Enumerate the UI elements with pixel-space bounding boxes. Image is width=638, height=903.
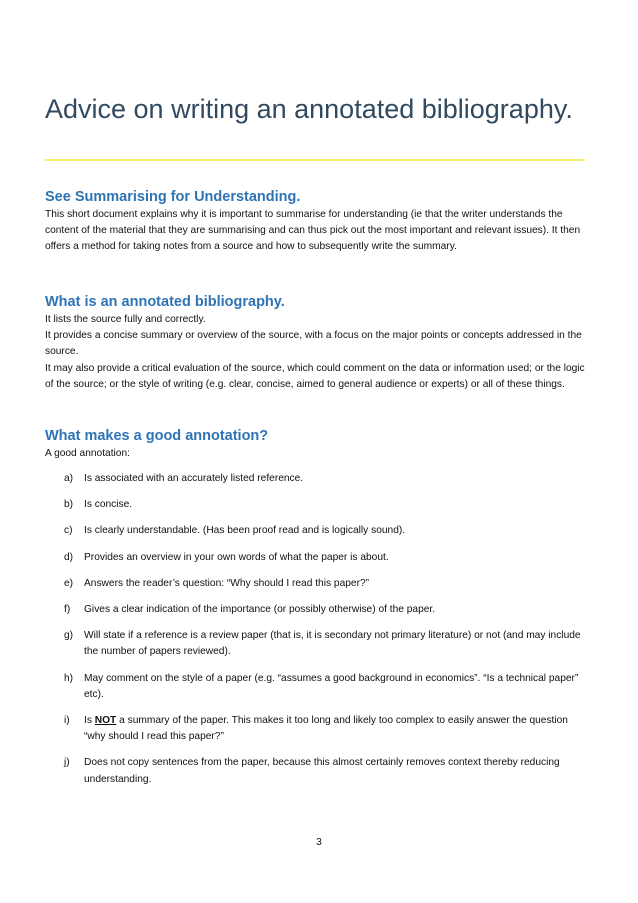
list-marker: a) (64, 473, 74, 484)
page-title: Advice on writing an annotated bibliography. (45, 94, 573, 124)
list-marker: d) (64, 551, 74, 563)
list-item-text: Provides an overview in your own words of what the paper is about. (84, 551, 389, 563)
good-annotation-intro: A good annotation: (45, 448, 130, 459)
summarising-heading: See Summarising for Understanding. (45, 189, 301, 205)
list-item-text: Gives a clear indication of the importance (or possibly otherwise) of the paper. (84, 604, 436, 616)
what-is-section (45, 293, 595, 393)
list-item-text: Answers the reader’s question: “Why should I read this paper?” (84, 577, 370, 589)
title-divider (45, 159, 585, 161)
list-marker: f) (64, 604, 71, 616)
list-item (64, 523, 584, 539)
list-item (64, 628, 584, 660)
summarising-text: This short document explains why it is important to summarise for understanding (ie that the writer understands the content of the material that they are summarising and can thus pick out the most important and relevant issues). It then offers a method for taking notes from a source and how to subsequently write the summary. (45, 209, 581, 253)
list-item (64, 671, 584, 703)
list-marker: e) (64, 577, 74, 589)
list-item-text: Does not copy sentences from the paper, because this almost certainly removes context thereby reducing understanding. (84, 757, 560, 785)
list-marker: i) (64, 715, 70, 727)
list-item (64, 497, 584, 513)
what-is-line-1: It lists the source fully and correctly. (45, 314, 206, 325)
list-marker: c) (64, 525, 73, 537)
list-item-text: Is concise. (84, 499, 133, 511)
list-item (64, 713, 584, 745)
what-is-heading: What is an annotated bibliography. (45, 294, 285, 310)
list-marker: h) (64, 672, 74, 684)
list-item-text: a summary of the paper. This makes it too long and likely too complex to easily answer the question “why should I read this paper?” (84, 715, 568, 743)
list-item-prefix: Is (84, 715, 95, 727)
list-item-text: Is associated with an accurately listed reference. (84, 473, 304, 484)
list-marker: g) (64, 630, 74, 642)
summarising-section (45, 188, 595, 256)
list-item (64, 576, 584, 592)
good-annotation-section (45, 427, 595, 462)
what-is-line-3: It may also provide a critical evaluation of the source, which could comment on the data or information used; or the logic of the source; or the style of writing (e.g. clear, concise, aimed to general audience or experts) or all of these things. (45, 362, 585, 390)
list-item (64, 602, 584, 618)
list-item (64, 550, 584, 566)
list-item (64, 755, 584, 787)
what-is-line-2: It provides a concise summary or overview of the source, with a focus on the major points or concepts addressed in the source. (45, 330, 582, 358)
list-item-text: Is clearly understandable. (Has been proof read and is logically sound). (84, 525, 406, 537)
good-annotation-heading: What makes a good annotation? (45, 428, 269, 444)
list-marker: b) (64, 499, 74, 511)
page-number: 3 (316, 837, 322, 848)
list-item (64, 471, 584, 487)
not-emphasis: NOT (94, 715, 117, 727)
annotation-criteria-list (64, 471, 584, 788)
list-marker: j) (64, 757, 70, 769)
list-item-text: Will state if a reference is a review paper (that is, it is secondary not primary literature) or not (and may include the number of papers reviewed). (84, 630, 581, 658)
list-item-text: May comment on the style of a paper (e.g. “assumes a good background in economics”. “Is a technical paper” etc). (84, 672, 579, 700)
